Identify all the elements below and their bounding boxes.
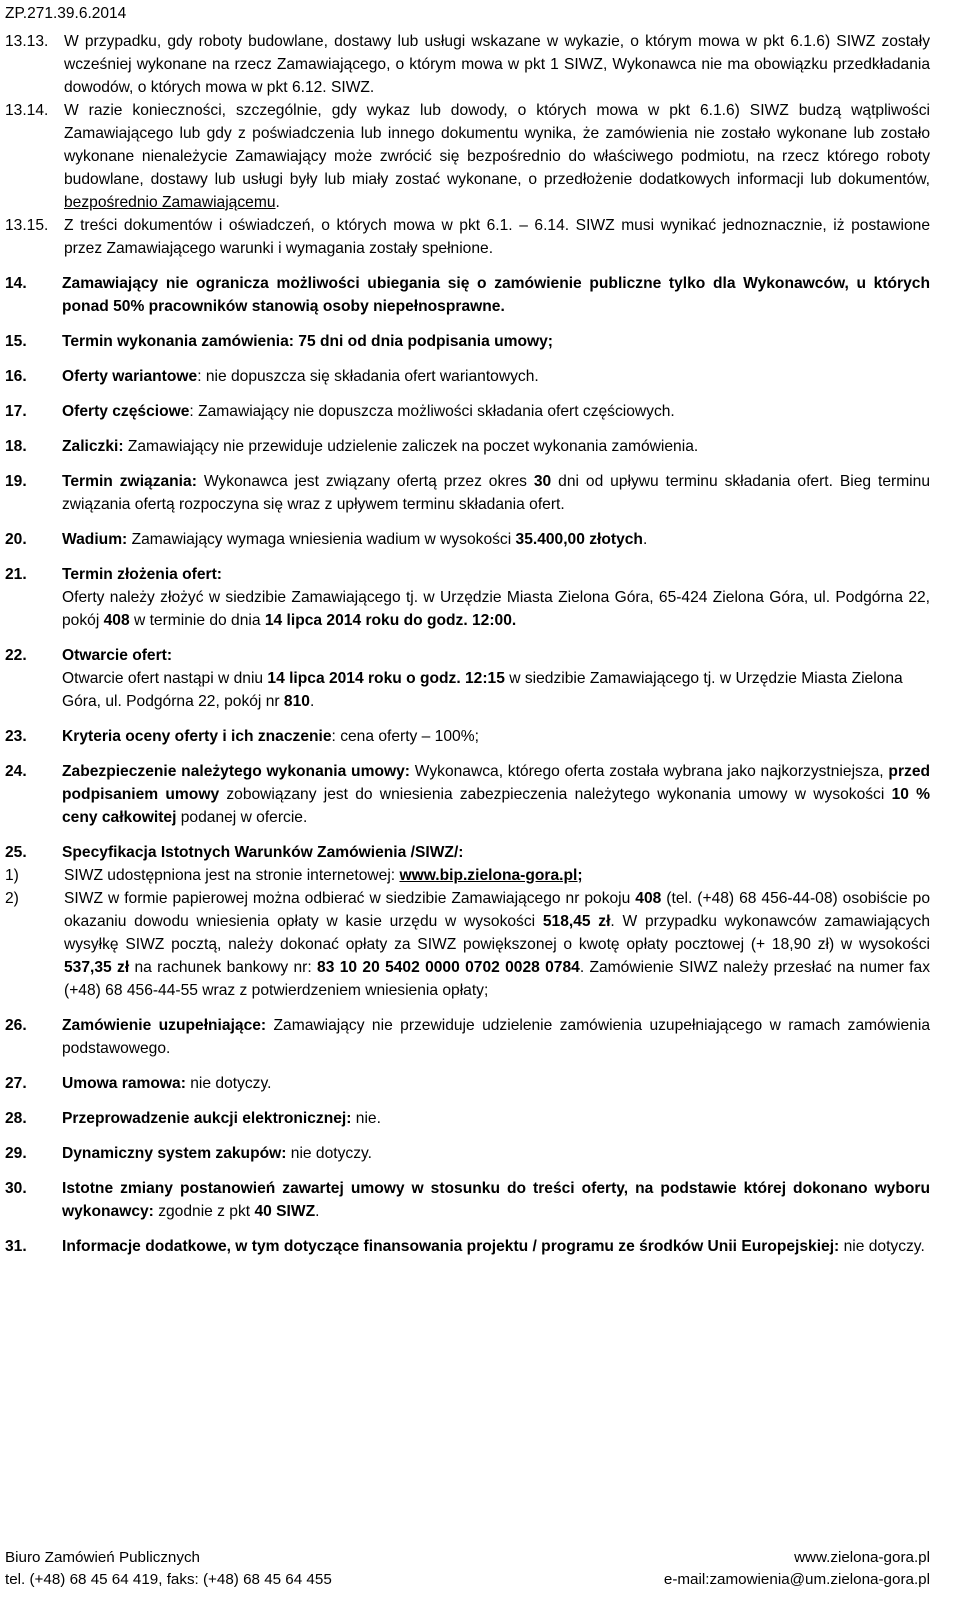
section-17 [5,400,930,423]
point-number: 1) [5,867,19,884]
text-part: . [315,1203,320,1220]
section-number: 25. [5,844,27,861]
section-label: Oferty wariantowe [62,368,198,385]
section-label: Specyfikacja Istotnych Warunków Zamówienia /SIWZ/: [62,844,464,861]
text-part: nie dotyczy. [185,1075,272,1092]
point-text [64,864,930,887]
section-label: Kryteria oceny oferty i ich znaczenie [62,728,332,745]
section-number: 18. [5,438,27,455]
room-number: 408 [103,612,130,629]
section-text: Termin wykonania zamówienia: 75 dni od dnia podpisania umowy; [62,333,553,350]
text-part: W razie konieczności, szczególnie, gdy wykaz lub dowody, o których mowa w pkt 6.1.6) SIWZ budzą wątpliwości Zamawiającego lub gdy z poświadczenia lub innego dokumentu wynika, że zamówienia nie zostało wykonane lub zostało wykonane nienależycie Zamawiający może zwrócić się bezpośrednio do właściwego podmiotu, na rzecz którego roboty budowlane, dostawy lub usługi były lub miały zostać wykonane, o przedłożenie dodatkowych informacji lub dokumentów, [64,102,930,188]
text-part: w siedzibie Zamawiającego tj. w Urzędzie Miasta Zielona Góra, ul. Podgórna 22, pokój nr [62,670,903,710]
section-number: 30. [5,1180,27,1197]
section-26 [5,1014,930,1060]
section-text [64,99,930,214]
bip-link[interactable]: www.bip.zielona-gora.pl; [399,867,583,884]
text-part: Oferty należy złożyć w siedzibie Zamawiającego tj. w Urzędzie Miasta Zielona Góra, 65-424 Zielona Góra, ul. Podgórna 22, pokój [62,589,930,629]
fee-amount: 518,45 zł [542,913,611,930]
underlined-text: bezpośrednio Zamawiającemu [64,194,276,211]
text-part: nie dotyczy. [839,1238,925,1255]
point-text [64,887,930,1002]
section-23 [5,725,930,748]
wadium-amount: 35.400,00 złotych [515,531,643,548]
section-label: Informacje dodatkowe, w tym dotyczące finansowania projektu / programu ze środków Unii Europejskiej: [62,1238,840,1255]
siwz-point-1 [5,864,930,887]
footer-phones: tel. (+48) 68 45 64 419, faks: (+48) 68 45 64 455 [5,1571,332,1588]
document-reference: ZP.271.39.6.2014 [5,5,127,22]
room-number: 408 [635,890,662,907]
section-number: 23. [5,728,27,745]
section-number: 31. [5,1238,27,1255]
text-part: . [275,194,280,211]
fee-amount: 537,35 zł [64,959,130,976]
text-part: na rachunek bankowy nr: [129,959,318,976]
section-27 [5,1072,930,1095]
reference: 40 SIWZ [254,1203,316,1220]
section-text: Z treści dokumentów i oświadczeń, o których mowa w pkt 6.1. – 6.14. SIWZ musi wynikać jednoznacznie, iż postawione przez Zamawiającego warunki i wymagania zostały spełnione. [64,217,930,257]
section-text [62,644,930,713]
text-part: podanej w ofercie. [176,809,308,826]
section-text [62,725,930,748]
text-part: (tel. (+48) 68 456-44-08) osobiście po okazaniu dowodu wniesienia opłaty w kasie urzędu w wysokości [64,890,930,930]
section-text [62,470,930,516]
section-28 [5,1107,930,1130]
section-label: Dynamiczny system zakupów: [62,1145,287,1162]
text-part: w terminie do dnia [129,612,265,629]
document-body [5,30,930,1258]
section-number: 19. [5,473,27,490]
text-part: zobowiązany jest do wniesienia zabezpieczenia należytego wykonania umowy w wysokości [219,786,892,803]
footer-website[interactable]: www.zielona-gora.pl [794,1549,930,1566]
section-label: Wadium: [62,531,128,548]
section-13-13 [5,30,930,99]
text-part: SIWZ udostępniona jest na stronie internetowej: [64,867,400,884]
text-part: : cena oferty – 100%; [331,728,479,745]
bank-account: 83 10 20 5402 0000 0702 0028 0784 [317,959,580,976]
text-part: . [642,531,648,548]
section-text: W przypadku, gdy roboty budowlane, dostawy lub usługi wskazane w wykazie, o którym mowa w pkt 6.1.6) SIWZ zostały wcześniej wykonane na rzecz Zamawiającego, o którym mowa w pkt 1 SIWZ, Wykonawca nie ma obowiązku przedkładania dowodów, o których mowa w pkt 6.12. SIWZ. [64,33,930,96]
section-number: 13.15. [5,217,49,234]
bold-text: 10 % ceny całkowitej [62,786,931,826]
section-label: Oferty częściowe [62,403,190,420]
section-label: Zabezpieczenie należytego wykonania umowy: [62,763,410,780]
text-part: zgodnie z pkt [153,1203,255,1220]
text-part: Zamawiający nie przewiduje udzielenie zamówienia uzupełniającego w ramach zamówienia podstawowego. [62,1017,930,1057]
section-29 [5,1142,930,1165]
text-part: : nie dopuszcza się składania ofert wariantowych. [197,368,539,385]
section-text [62,1072,930,1095]
section-label: Otwarcie ofert: [62,647,173,664]
section-19 [5,470,930,516]
section-14 [5,272,930,318]
page-footer [5,1547,930,1591]
section-16 [5,365,930,388]
text-part: dni od upływu terminu składania ofert. Bieg terminu związania ofertą rozpoczyna się wraz z upływem terminu składania ofert. [62,473,930,513]
footer-email[interactable]: e-mail:zamowienia@um.zielona-gora.pl [663,1571,930,1588]
text-part: . [309,693,315,710]
section-number: 13.14. [5,102,49,119]
section-18 [5,435,930,458]
text-part: SIWZ w formie papierowej można odbierać w siedzibie Zamawiającego nr pokoju [64,890,636,907]
section-13-15 [5,214,930,260]
section-number: 28. [5,1110,27,1127]
section-number: 20. [5,531,27,548]
section-label: Zamówienie uzupełniające: [62,1017,267,1034]
text-part: Zamawiający wymaga wniesienia wadium w wysokości [127,531,516,548]
section-22 [5,644,930,713]
section-13-14 [5,99,930,214]
text-part: Otwarcie ofert nastąpi w dniu [62,670,268,687]
siwz-point-2 [5,887,930,1002]
section-20 [5,528,930,551]
section-text [62,1107,930,1130]
section-label: Przeprowadzenie aukcji elektronicznej: [62,1110,352,1127]
section-label: Istotne zmiany postanowień zawartej umowy w stosunku do treści oferty, na podstawie której dokonano wyboru wykonawcy: [62,1180,930,1220]
days-value: 30 [533,473,552,490]
section-number: 27. [5,1075,27,1092]
section-24 [5,760,930,829]
section-label: Termin złożenia ofert: [62,566,222,583]
text-part: Zamawiający nie przewiduje udzielenie zaliczek na poczet wykonania zamówienia. [123,438,699,455]
section-text [62,563,930,632]
section-text [62,400,930,423]
section-text [62,365,930,388]
section-text [62,1235,930,1258]
section-number: 14. [5,275,27,292]
point-number: 2) [5,890,19,907]
room-number: 810 [283,693,310,710]
section-number: 16. [5,368,27,385]
section-number: 17. [5,403,27,420]
text-part: nie dotyczy. [286,1145,372,1162]
text-part: nie. [351,1110,381,1127]
section-text [62,528,930,551]
section-number: 29. [5,1145,27,1162]
footer-office: Biuro Zamówień Publicznych [5,1549,200,1566]
section-21 [5,563,930,632]
section-15 [5,330,930,353]
section-30 [5,1177,930,1223]
section-text [62,435,930,458]
section-label: Umowa ramowa: [62,1075,186,1092]
section-number: 26. [5,1017,27,1034]
text-part: : Zamawiający nie dopuszcza możliwości składania ofert częściowych. [189,403,675,420]
opening-date: 14 lipca 2014 roku o godz. 12:15 [267,670,505,687]
section-text [62,1014,930,1060]
section-number: 13.13. [5,33,49,50]
section-number: 22. [5,647,27,664]
deadline-date: 14 lipca 2014 roku do godz. 12:00. [264,612,517,629]
text-part: Wykonawca jest związany ofertą przez okres [196,473,534,490]
section-number: 15. [5,333,27,350]
section-31 [5,1235,930,1258]
bold-text: przed podpisaniem umowy [62,763,931,803]
section-text: Zamawiający nie ogranicza możliwości ubiegania się o zamówienie publiczne tylko dla Wykonawców, u których ponad 50% pracowników stanowią osoby niepełnosprawne. [62,275,930,315]
text-part: . W przypadku wykonawców zamawiających wysyłkę SIWZ pocztą, należy dokonać opłaty za SIWZ powiększonej o kwotę opłaty pocztowej (+ 18,90 zł) w wysokości [64,913,930,953]
section-text [62,1177,930,1223]
section-number: 24. [5,763,27,780]
section-text [62,760,930,829]
section-label: Termin związania: [62,473,197,490]
text-part: . Zamówienie SIWZ należy przesłać na numer fax (+48) 68 456-44-55 wraz z potwierdzeniem wniesienia opłaty; [64,959,930,999]
section-number: 21. [5,566,27,583]
section-text [62,1142,930,1165]
section-25 [5,841,930,864]
text-part: Wykonawca, którego oferta została wybrana jako najkorzystniejsza, [409,763,889,780]
section-label: Zaliczki: [62,438,124,455]
